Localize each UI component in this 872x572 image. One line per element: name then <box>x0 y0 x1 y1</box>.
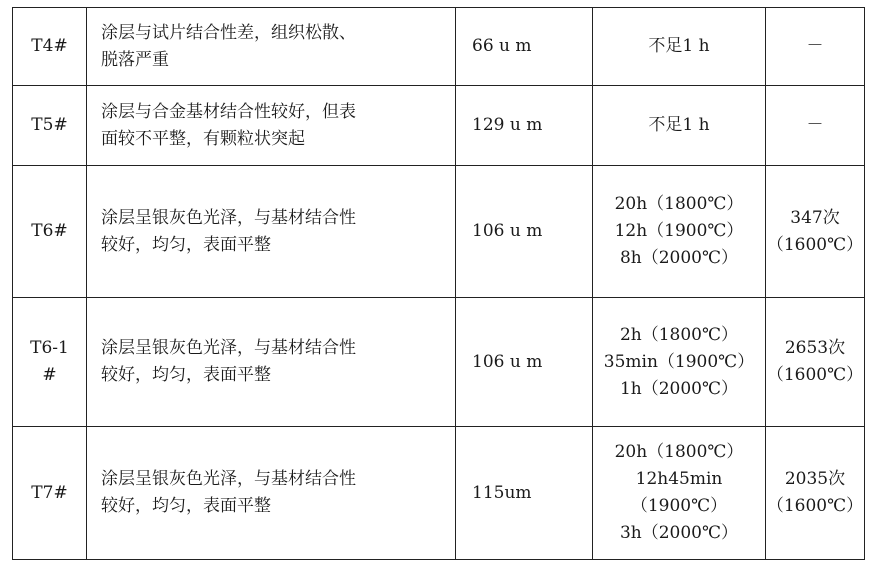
cycles-cell <box>766 427 865 560</box>
cycles-cell <box>766 166 865 298</box>
table-row <box>13 298 865 427</box>
table-row <box>13 86 865 166</box>
description-line: 涂层呈银灰色光泽，与基材结合性 <box>101 469 356 489</box>
description-line: 较好，均匀，表面平整 <box>101 365 271 385</box>
table-row <box>13 427 865 560</box>
thickness-cell <box>456 86 593 166</box>
description-line: 脱落严重 <box>101 49 169 70</box>
sample-id: T6-1 <box>30 338 69 358</box>
cycles-line: 2653次 <box>784 338 846 358</box>
table-row <box>13 8 865 86</box>
description-cell <box>87 166 456 298</box>
description-line: 涂层呈银灰色光泽，与基材结合性 <box>101 207 356 228</box>
sample-id-cell <box>13 166 87 298</box>
description-line: 较好，均匀，表面平整 <box>101 496 271 516</box>
thickness-cell <box>456 298 593 427</box>
description-cell <box>87 427 456 560</box>
life-line: 3h（2000℃） <box>619 523 739 543</box>
sample-id: T4# <box>31 36 68 56</box>
sample-id: T5# <box>31 115 68 135</box>
cycles-line: － <box>806 36 824 56</box>
thickness-value: 66 u m <box>472 36 532 56</box>
life-cell <box>593 427 766 560</box>
life-line: 8h（2000℃） <box>619 248 739 268</box>
description-line: 涂层呈银灰色光泽，与基材结合性 <box>101 338 356 358</box>
sample-id: T6# <box>31 221 68 241</box>
thickness-cell <box>456 166 593 298</box>
life-line: 12h45min <box>635 469 723 489</box>
life-line: 不足1 h <box>648 115 710 135</box>
life-line: 1h（2000℃） <box>619 378 739 399</box>
life-cell <box>593 86 766 166</box>
thickness-cell <box>456 427 593 560</box>
life-line: 20h（1800℃） <box>614 194 744 214</box>
cycles-cell <box>766 8 865 86</box>
description-cell <box>87 298 456 427</box>
description-line: 面较不平整，有颗粒状突起 <box>101 128 305 149</box>
life-cell <box>593 166 766 298</box>
thickness-value: 106 u m <box>472 221 543 241</box>
description-cell <box>87 8 456 86</box>
coating-results-table <box>12 7 865 560</box>
sample-id-cell <box>13 8 87 86</box>
life-line: （1900℃） <box>630 496 728 516</box>
table-row <box>13 166 865 298</box>
thickness-value: 106 u m <box>472 351 543 372</box>
cycles-line: （1600℃） <box>766 496 864 516</box>
life-cell <box>593 298 766 427</box>
sample-id: T7# <box>31 482 68 503</box>
cycles-line: （1600℃） <box>766 234 864 255</box>
cycles-line: 347次 <box>790 207 840 228</box>
cycles-cell <box>766 86 865 166</box>
life-line: 20h（1800℃） <box>614 442 744 462</box>
thickness-cell <box>456 8 593 86</box>
life-line: 35min（1900℃） <box>603 351 755 372</box>
description-line: 较好，均匀，表面平整 <box>101 234 271 255</box>
thickness-value: 115um <box>472 482 532 503</box>
cycles-line: 2035次 <box>784 469 846 489</box>
sample-id-cell <box>13 86 87 166</box>
cycles-line: （1600℃） <box>766 365 864 385</box>
sample-id-cell <box>13 298 87 427</box>
cycles-cell <box>766 298 865 427</box>
description-cell <box>87 86 456 166</box>
life-line: 不足1 h <box>648 36 710 56</box>
sample-id: # <box>42 365 57 385</box>
sample-id-cell <box>13 427 87 560</box>
description-line: 涂层与合金基材结合性较好，但表 <box>101 101 356 122</box>
description-line: 涂层与试片结合性差，组织松散、 <box>101 22 356 43</box>
cycles-line: － <box>806 115 824 135</box>
life-line: 2h（1800℃） <box>619 324 739 345</box>
thickness-value: 129 u m <box>472 115 543 135</box>
life-cell <box>593 8 766 86</box>
life-line: 12h（1900℃） <box>614 221 744 241</box>
